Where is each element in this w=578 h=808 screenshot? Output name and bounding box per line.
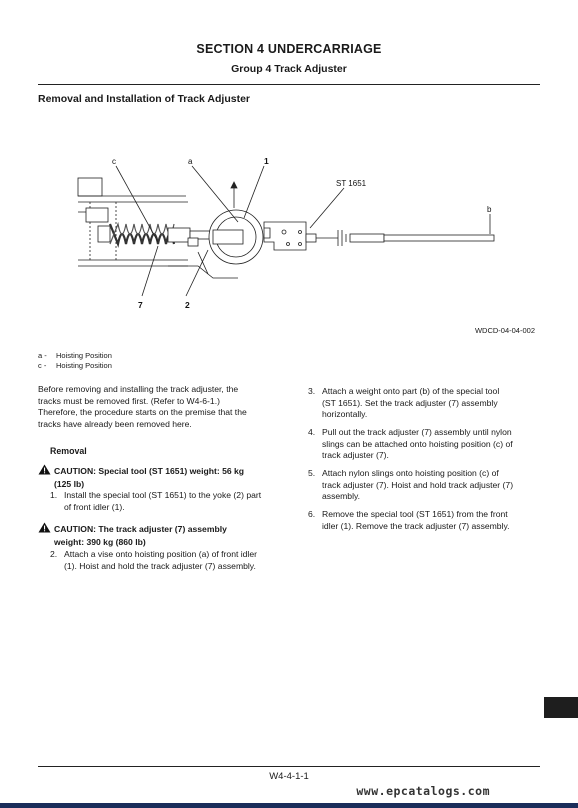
subheading: Removal and Installation of Track Adjuster [38, 93, 250, 105]
section-title: SECTION 4 UNDERCARRIAGE [196, 42, 382, 56]
step-6: 6. Remove the special tool (ST 1651) from the front idler (1). Remove the track adjuster (7) assembly. [308, 509, 510, 531]
section-side-tab [544, 697, 578, 718]
legend-item: a - Hoisting Position [38, 351, 112, 360]
track-adjuster-diagram [38, 150, 508, 320]
caution-special-tool-weight: CAUTION: Special tool (ST 1651) weight: 56 kg (125 lb) [38, 464, 278, 490]
caution-assembly-weight: CAUTION: The track adjuster (7) assembly weight: 390 kg (860 lb) [38, 522, 278, 548]
header-rule [38, 84, 540, 85]
figure-label-c: c [112, 157, 116, 166]
step-4: 4. Pull out the track adjuster (7) assembly until nylon slings can be attached onto hoisting position (c) of track adjuster (7). [308, 427, 513, 461]
step-2: 2. Attach a vise onto hoisting position (a) of front idler (1). Hoist and hold the track adjuster (7) assembly. [50, 549, 257, 571]
footer-rule [38, 766, 540, 767]
figure-label-2: 2 [185, 300, 190, 310]
bottom-bar [0, 803, 578, 808]
page-number: W4-4-1-1 [269, 771, 309, 782]
warning-triangle-icon [38, 464, 51, 479]
figure-label-b: b [487, 205, 492, 214]
removal-heading: Removal [50, 446, 87, 456]
figure-label-1: 1 [264, 156, 269, 166]
warning-triangle-icon [38, 522, 51, 537]
watermark: www.epcatalogs.com [356, 784, 490, 798]
legend-item: c - Hoisting Position [38, 361, 112, 370]
figure-label-st1651: ST 1651 [336, 179, 367, 188]
figure-label-a: a [188, 157, 193, 166]
step-1: 1. Install the special tool (ST 1651) to the yoke (2) part of front idler (1). [50, 490, 262, 512]
group-title: Group 4 Track Adjuster [231, 63, 347, 75]
figure-label-7: 7 [138, 300, 143, 310]
step-5: 5. Attach nylon slings onto hoisting position (c) of track adjuster (7). Hoist and hold track adjuster (7) assembly. [308, 468, 514, 502]
intro-paragraph: Before removing and installing the track adjuster, the tracks must be removed first. (Refer to W4-6-1.) Therefore, the procedure starts on the premise that the tracks have already been removed here. [38, 384, 247, 429]
figure-code: WDCD-04-04-002 [474, 326, 535, 335]
step-3: 3. Attach a weight onto part (b) of the special tool (ST 1651). Set the track adjuster (7) assembly horizontally. [308, 386, 500, 420]
